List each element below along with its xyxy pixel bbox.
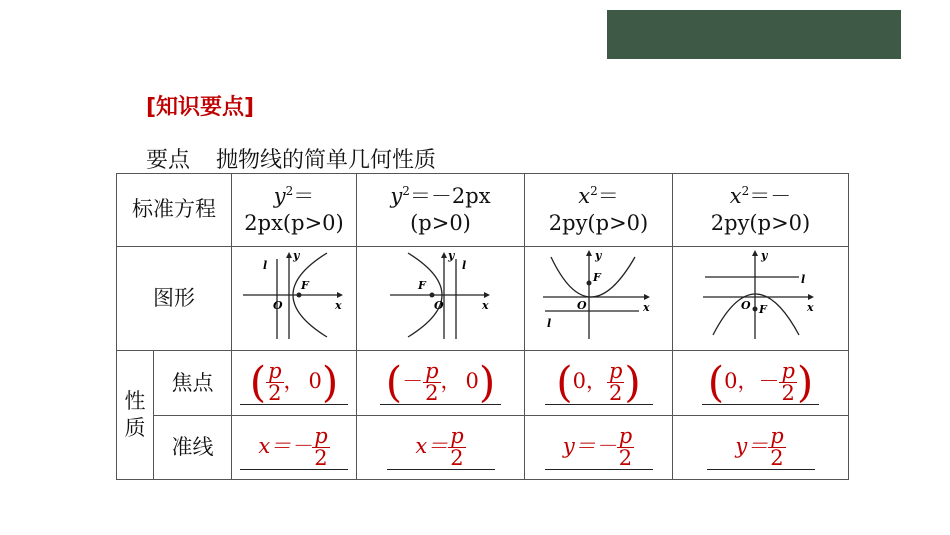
svg-text:l: l <box>546 317 551 330</box>
heading-title: 抛物线的简单几何性质 <box>216 148 437 173</box>
focus-cell-2 <box>357 351 525 416</box>
table-row-graph <box>117 247 849 351</box>
eq-cell-4: $x^2=-$ 2py(p>0) <box>673 174 849 247</box>
directrix-answer-1: x＝－ $\frac{p}{2}$ <box>240 426 348 470</box>
parabola-properties-table <box>116 173 849 480</box>
svg-text:x: x <box>642 301 650 314</box>
focus-answer-4: (0，－ $\frac{p}{2}$ ) <box>702 361 820 405</box>
focus-answer-3: (0， $\frac{p}{2}$ ) <box>545 361 653 405</box>
svg-text:y: y <box>760 249 767 262</box>
eq-cell-2: $y^2=-2px$ (p>0) <box>357 174 525 247</box>
directrix-cell-1 <box>232 416 357 480</box>
svg-text:l: l <box>800 273 805 286</box>
row-header-directrix: 准线 <box>154 416 232 480</box>
graph-cell-4 <box>673 247 849 351</box>
heading-label: 要点 <box>146 148 191 173</box>
title-banner <box>607 10 901 59</box>
svg-text:y: y <box>594 249 601 262</box>
svg-text:x: x <box>481 299 489 312</box>
row-header-props: 性质 <box>117 351 154 480</box>
svg-text:O: O <box>740 299 751 312</box>
directrix-answer-2: x＝ $\frac{p}{2}$ <box>387 426 495 470</box>
svg-text:F: F <box>592 271 601 284</box>
directrix-cell-2 <box>357 416 525 480</box>
eq-cell-3: $x^2=$ 2py(p>0) <box>525 174 673 247</box>
parabola-graph-left <box>386 247 496 343</box>
focus-answer-2: (－ $\frac{p}{2}$ ， 0) <box>380 361 502 405</box>
page-heading <box>146 143 436 174</box>
row-header-graph: 图形 <box>117 247 232 351</box>
directrix-cell-4 <box>673 416 849 480</box>
row-header-focus: 焦点 <box>154 351 232 416</box>
parabola-graph-right <box>239 247 349 343</box>
table-row-equation <box>117 174 849 247</box>
focus-cell-3 <box>525 351 673 416</box>
graph-cell-1 <box>232 247 357 351</box>
svg-text:F: F <box>301 279 309 292</box>
table-row-directrix <box>117 416 849 480</box>
svg-text:F: F <box>758 303 767 316</box>
graph-cell-3 <box>525 247 673 351</box>
svg-text:l: l <box>461 259 466 272</box>
svg-text:x: x <box>806 301 814 314</box>
parabola-graph-up <box>539 247 659 343</box>
table-row-focus <box>117 351 849 416</box>
svg-text:O: O <box>433 299 444 312</box>
svg-text:F: F <box>417 279 426 292</box>
svg-text:y: y <box>447 249 454 262</box>
svg-text:y: y <box>293 249 300 262</box>
svg-text:O: O <box>273 299 283 312</box>
svg-text:x: x <box>335 299 342 312</box>
section-tag: [知识要点] <box>146 95 255 120</box>
directrix-cell-3 <box>525 416 673 480</box>
focus-cell-4 <box>673 351 849 416</box>
focus-cell-1 <box>232 351 357 416</box>
svg-text:l: l <box>263 259 268 272</box>
row-header-standard: 标准方程 <box>117 174 232 247</box>
eq-cell-1: $y^2=$ 2px(p>0) <box>232 174 357 247</box>
parabola-graph-down <box>699 247 823 343</box>
graph-cell-2 <box>357 247 525 351</box>
directrix-answer-3: y＝－ $\frac{p}{2}$ <box>545 426 653 470</box>
svg-text:O: O <box>576 299 587 312</box>
directrix-answer-4: y＝ $\frac{p}{2}$ <box>707 426 815 470</box>
focus-answer-1: ( $\frac{p}{2}$ ， 0) <box>240 361 348 405</box>
